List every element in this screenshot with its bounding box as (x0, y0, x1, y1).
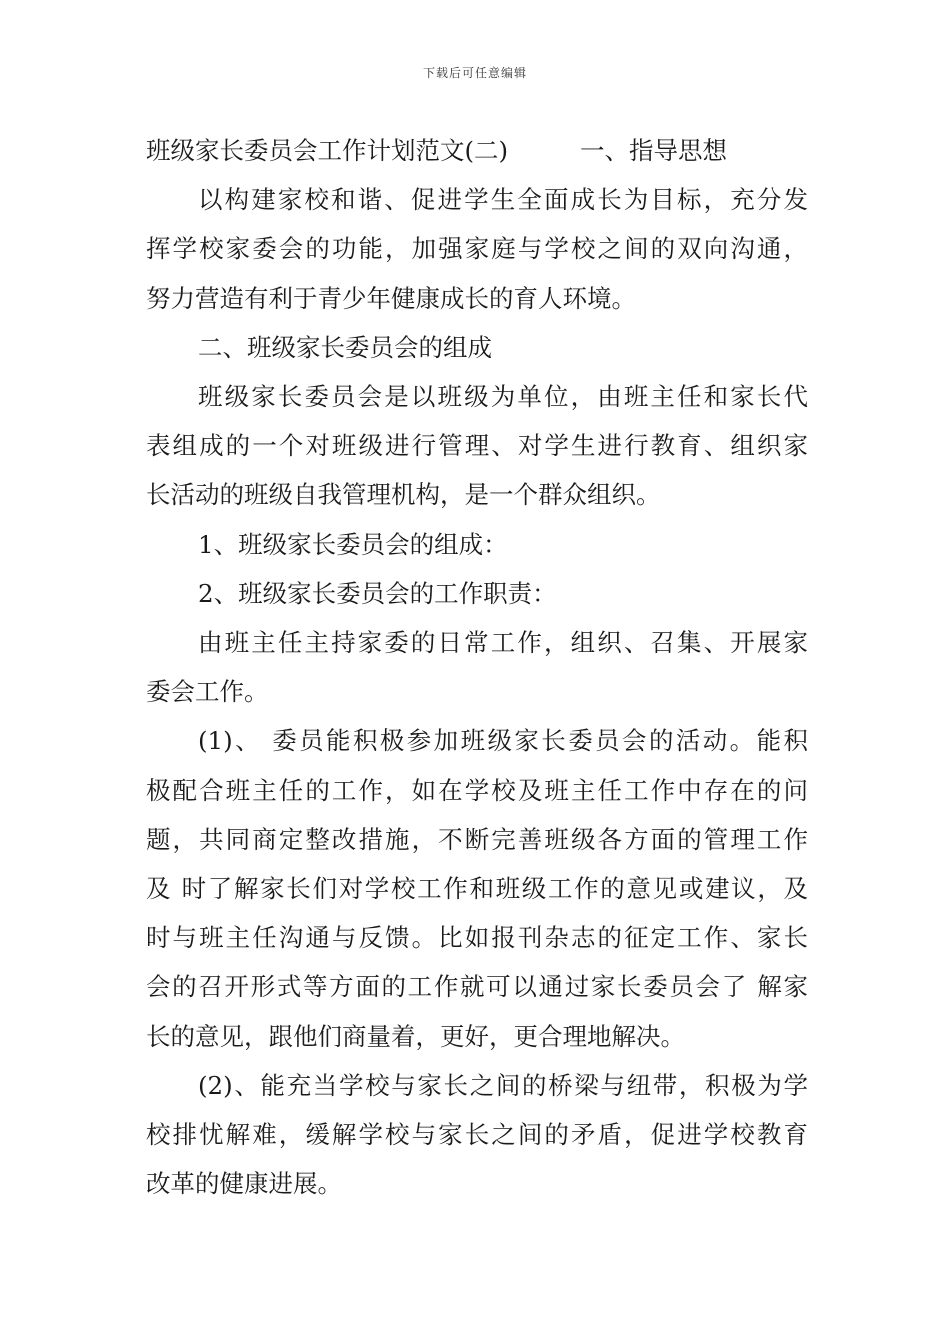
text-line: 由班主任主持家委的日常工作，组织、召集、开展家 (198, 628, 808, 658)
text-line: 题，共同商定整改措施，不断完善班级各方面的管理工作 (146, 824, 808, 854)
text-line: 委会工作。 (146, 677, 269, 707)
text-line: 表组成的一个对班级进行管理、对学生进行教育、组织家 (146, 431, 808, 461)
text-line: 努力营造有利于青少年健康成长的育人环境。 (146, 283, 636, 313)
text-line: 校排忧解难，缓解学校与家长之间的矛盾，促进学校教育 (146, 1120, 808, 1150)
text-line: 长的意见，跟他们商量着，更好，更合理地解决。 (146, 1021, 685, 1051)
section-heading-guiding-ideology: 一、指导思想 (580, 136, 727, 165)
text-line: 以构建家校和谐、促进学生全面成长为目标，充分发 (198, 185, 808, 215)
text-line: 极配合班主任的工作，如在学校及班主任工作中存在的问 (146, 775, 808, 805)
text-line: 二、班级家长委员会的组成 (198, 332, 492, 362)
text-line: 时与班主任沟通与反馈。比如报刊杂志的征定工作、家长 (146, 923, 808, 953)
text-line: 1、班级家长委员会的组成： (198, 529, 508, 559)
text-line: (2)、能充当学校与家长之间的桥梁与纽带，积极为学 (198, 1070, 808, 1100)
text-line: 会的召开形式等方面的工作就可以通过家长委员会了 解家 (146, 972, 808, 1002)
text-line: 班级家长委员会是以班级为单位，由班主任和家长代 (198, 382, 808, 412)
title-line (146, 126, 808, 175)
text-line: 改革的健康进展。 (146, 1169, 342, 1199)
text-line: 挥学校家委会的功能，加强家庭与学校之间的双向沟通， (146, 234, 808, 264)
text-line: 2、班级家长委员会的工作职责： (198, 578, 557, 608)
header-note: 下载后可任意编辑 (422, 66, 527, 80)
text-line: 长活动的班级自我管理机构，是一个群众组织。 (146, 480, 661, 510)
text-line: (1)、 委员能积极参加班级家长委员会的活动。能积 (198, 726, 808, 756)
text-line: 及 时了解家长们对学校工作和班级工作的意见或建议，及 (146, 874, 808, 904)
document-title: 班级家长委员会工作计划范文(二) (146, 136, 509, 165)
document-body (146, 126, 808, 1208)
paragraph-lines (146, 175, 808, 1208)
